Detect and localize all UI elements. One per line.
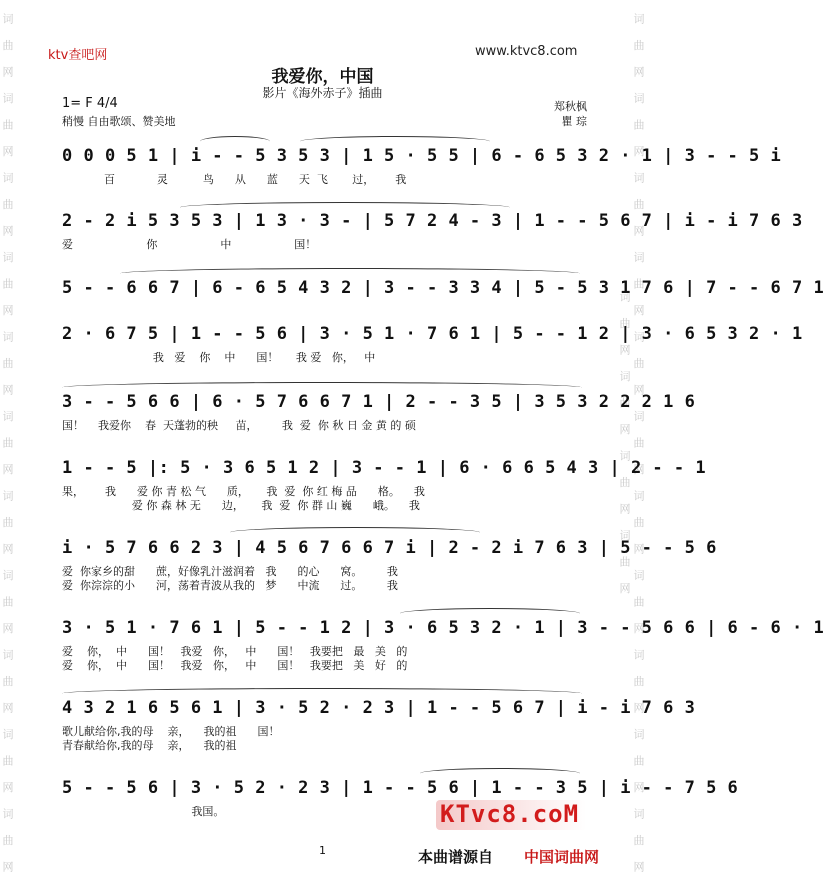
notation-row: 2 · 6 7 5 | 1 - - 5 6 | 3 · 5 1 · 7 6 1 | 5 - - 1 2 | 3 · 6 5 3 2 · 1 — [62, 324, 803, 344]
site-url[interactable]: www.ktvc8.com — [475, 44, 578, 59]
slur-arc — [300, 136, 490, 147]
lyric-line: 百 灵 鸟 从 蓝 天 飞 过， 我 — [62, 173, 407, 186]
lyric-line: 爱 你， 中 国！ 我爱 你， 中 国！ 我要把 最 美 的 — [62, 645, 408, 658]
lyric-line: 果， 我 爱 你 青 松 气 质， 我 爱 你 红 梅 品 格。 我 — [62, 485, 425, 498]
notation-row: 0 0 0 5 1 | i - - 5 3 5 3 | 1 5 · 5 5 | 6 - 6 5 3 2 · 1 | 3 - - 5 i — [62, 146, 782, 166]
watermark-right: 词 曲 网 词 曲 网 词 曲 网 词 曲 网 词 曲 网 词 曲 网 词 曲 网 词 曲 网 词 曲 网 词 曲 网 词 曲 网 词 曲 网 词 曲 网 词 曲 网 词 曲 网 — [618, 13, 645, 878]
lyric-line: 歌儿献给你,我的母 亲， 我的祖 国！ — [62, 725, 280, 738]
song-title: 我爱你，中国 — [271, 67, 374, 87]
watermark-left: 词 曲 网 词 曲 网 词 曲 网 词 曲 网 词 曲 网 词 曲 网 词 曲 网 词 曲 网 词 曲 网 词 曲 网 词 曲 网 — [1, 13, 14, 878]
lyric-line: 国！ 我爱你 春 天蓬勃的秧 苗， 我 爱 你 秋 日 金 黄 的 硕 — [62, 419, 416, 432]
notation-row: i · 5 7 6 6 2 3 | 4 5 6 7 6 6 7 i | 2 - 2 i 7 6 3 | 5 - - 5 6 — [62, 538, 717, 558]
slur-arc — [230, 527, 480, 538]
lyric-line: 爱 你， 中 国！ 我爱 你， 中 国！ 我要把 美 好 的 — [62, 659, 408, 672]
lyric-line: 我 爱 你 中 国！ 我 爱 你， 中 — [62, 351, 376, 364]
lyric-line: 爱 你家乡的甜 蔗，好像乳汁滋润着 我 的心 窝。 我 — [62, 565, 398, 578]
composer: 瞿 琮 — [561, 115, 587, 128]
lyric-line: 青春献给你,我的母 亲， 我的祖 — [62, 739, 237, 752]
slur-arc — [62, 688, 582, 699]
notation-row: 2 - 2 i 5 3 5 3 | 1 3 · 3 - | 5 7 2 4 - 3 | 1 - - 5 6 7 | i - i 7 6 3 — [62, 211, 803, 231]
site-watermark-logo: KTvc8.coM — [440, 800, 580, 828]
notation-row: 3 · 5 1 · 7 6 1 | 5 - - 1 2 | 3 · 6 5 3 2 · 1 | 3 - - 5 6 6 | 6 - 6 · 1 — [62, 618, 824, 638]
lyric-line: 我国。 — [62, 805, 225, 818]
lyric-line: 爱 你 中 国！ — [62, 238, 317, 251]
notation-row: 1 - - 5 |: 5 · 3 6 5 1 2 | 3 - - 1 | 6 · 6 6 5 4 3 | 2 - - 1 — [62, 458, 707, 478]
site-logo[interactable]: ktv查吧网 — [48, 48, 108, 63]
key-signature: 1= F 4/4 — [62, 96, 118, 111]
lyric-line: 爱 你 森 林 无 边， 我 爱 你 群 山 巍 峨。 我 — [62, 499, 420, 512]
lyric-line: 爱 你淙淙的小 河，荡着青波从我的 梦 中流 过。 我 — [62, 579, 398, 592]
notation-row: 5 - - 6 6 7 | 6 - 6 5 4 3 2 | 3 - - 3 3 4 | 5 - 5 3 1 7 6 | 7 - - 6 7 1 — [62, 278, 824, 298]
song-subtitle: 影片《海外赤子》插曲 — [262, 86, 383, 100]
slur-arc — [62, 382, 582, 393]
notation-row: 4 3 2 1 6 5 6 1 | 3 · 5 2 · 2 3 | 1 - - 5 6 7 | i - i 7 6 3 — [62, 698, 696, 718]
slur-arc — [180, 202, 510, 213]
slur-arc — [420, 768, 580, 779]
notation-row: 5 - - 5 6 | 3 · 5 2 · 2 3 | 1 - - 5 6 | 1 - - 3 5 | i - - 7 5 6 — [62, 778, 739, 798]
source-site-link[interactable]: 中国词曲网 — [524, 848, 600, 866]
slur-arc — [200, 136, 270, 147]
page-number: 1 — [319, 844, 326, 857]
slur-arc — [120, 268, 580, 279]
slur-arc — [400, 608, 580, 619]
lyricist: 郑秋枫 — [554, 100, 587, 113]
notation-row: 3 - - 5 6 6 | 6 · 5 7 6 6 7 1 | 2 - - 3 5 | 3 5 3 2 2 2 1 6 — [62, 392, 696, 412]
source-label: 本曲谱源自 — [418, 848, 494, 866]
tempo-marking: 稍慢 自由歌颂、赞美地 — [62, 115, 176, 128]
